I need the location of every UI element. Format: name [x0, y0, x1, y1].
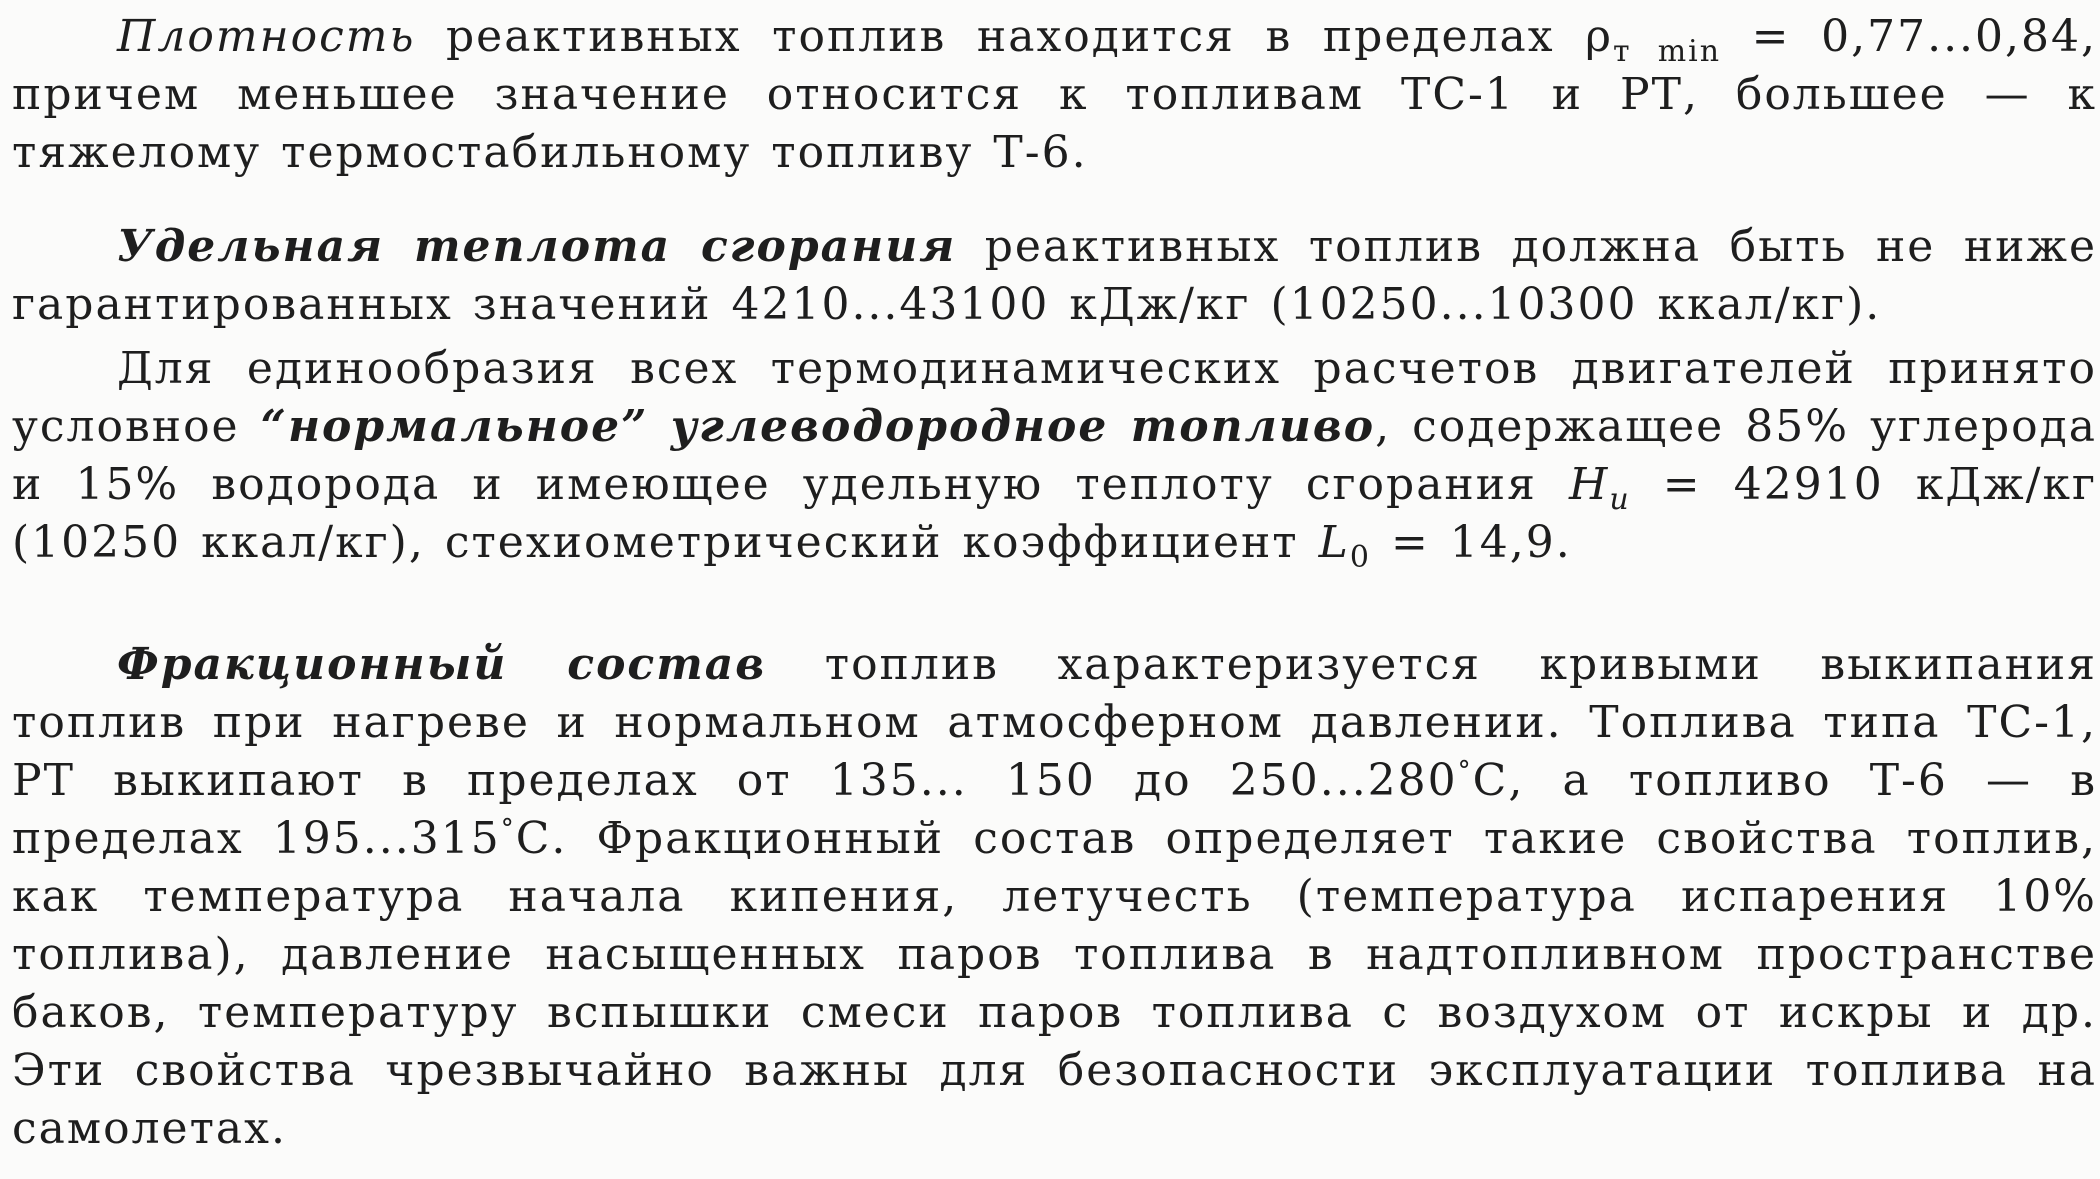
- paragraph-density: [12, 8, 2097, 182]
- term-normal-fuel: “нормальное” углеводородное топливо: [260, 401, 1376, 452]
- paragraph-text: реактивных топлив находится в пределах: [415, 11, 1586, 62]
- paragraph-fraction-composition: [12, 636, 2097, 1158]
- degree-sign: °: [500, 814, 516, 845]
- paragraph-text: реактивных топлив должна быть не ниже гарантированных значений 4210...43100 кДж/кг (10250...10300 ккал/кг).: [12, 221, 2097, 330]
- density-subscript: т min: [1612, 34, 1722, 69]
- term-heat-of-combustion: Удельная теплота сгорания: [117, 221, 957, 272]
- stoichiometric-subscript: 0: [1349, 540, 1371, 575]
- paragraph-text: , содержащее 85% углерода и 15% водорода и имеющее удельную теплоту сгорания: [12, 401, 2097, 510]
- stoichiometric-symbol: L: [1318, 517, 1350, 568]
- heat-subscript: u: [1609, 482, 1631, 517]
- density-symbol: ρ: [1585, 11, 1613, 62]
- paragraph-text: С, а топливо Т-6 — в пределах 195...315: [12, 755, 2097, 864]
- paragraph-text: топлив характеризуется кривыми выкипания топлив при нагреве и нормальном атмосферном давлении. Топлива типа ТС-1, РТ выкипают в пределах от 135... 150 до 250...280: [12, 639, 2097, 806]
- paragraph-heat-of-combustion: [12, 218, 2097, 334]
- paragraph-text: = 14,9.: [1370, 517, 1572, 568]
- paragraph-text: = 0,77...0,84, причем меньшее значение относится к топливам ТС-1 и РТ, большее — к тяжелому термостабильному топливу Т-6.: [12, 11, 2097, 178]
- degree-sign: °: [1457, 756, 1473, 787]
- paragraph-text: Для единообразия всех термодинамических расчетов двигателей принято условное: [12, 343, 2097, 452]
- term-fraction-composition: Фракционный состав: [117, 639, 767, 690]
- paragraph-text: = 42910 кДж/кг (10250 ккал/кг), стехиометрический коэффициент: [12, 459, 2098, 568]
- heat-symbol: H: [1568, 459, 1610, 510]
- paragraph-text: С. Фракционный состав определяет такие свойства топлив, как температура начала кипения, летучесть (температура испарения 10% топлива), давление насыщенных паров топлива в надтопливном пространстве баков, температуру вспышки смеси паров топлива с воздухом от искры и др. Эти свойства чрезвычайно важны для безопасности эксплуатации топлива на самолетах.: [12, 813, 2097, 1154]
- paragraph-normal-fuel: [12, 340, 2098, 575]
- term-density: Плотность: [117, 11, 416, 62]
